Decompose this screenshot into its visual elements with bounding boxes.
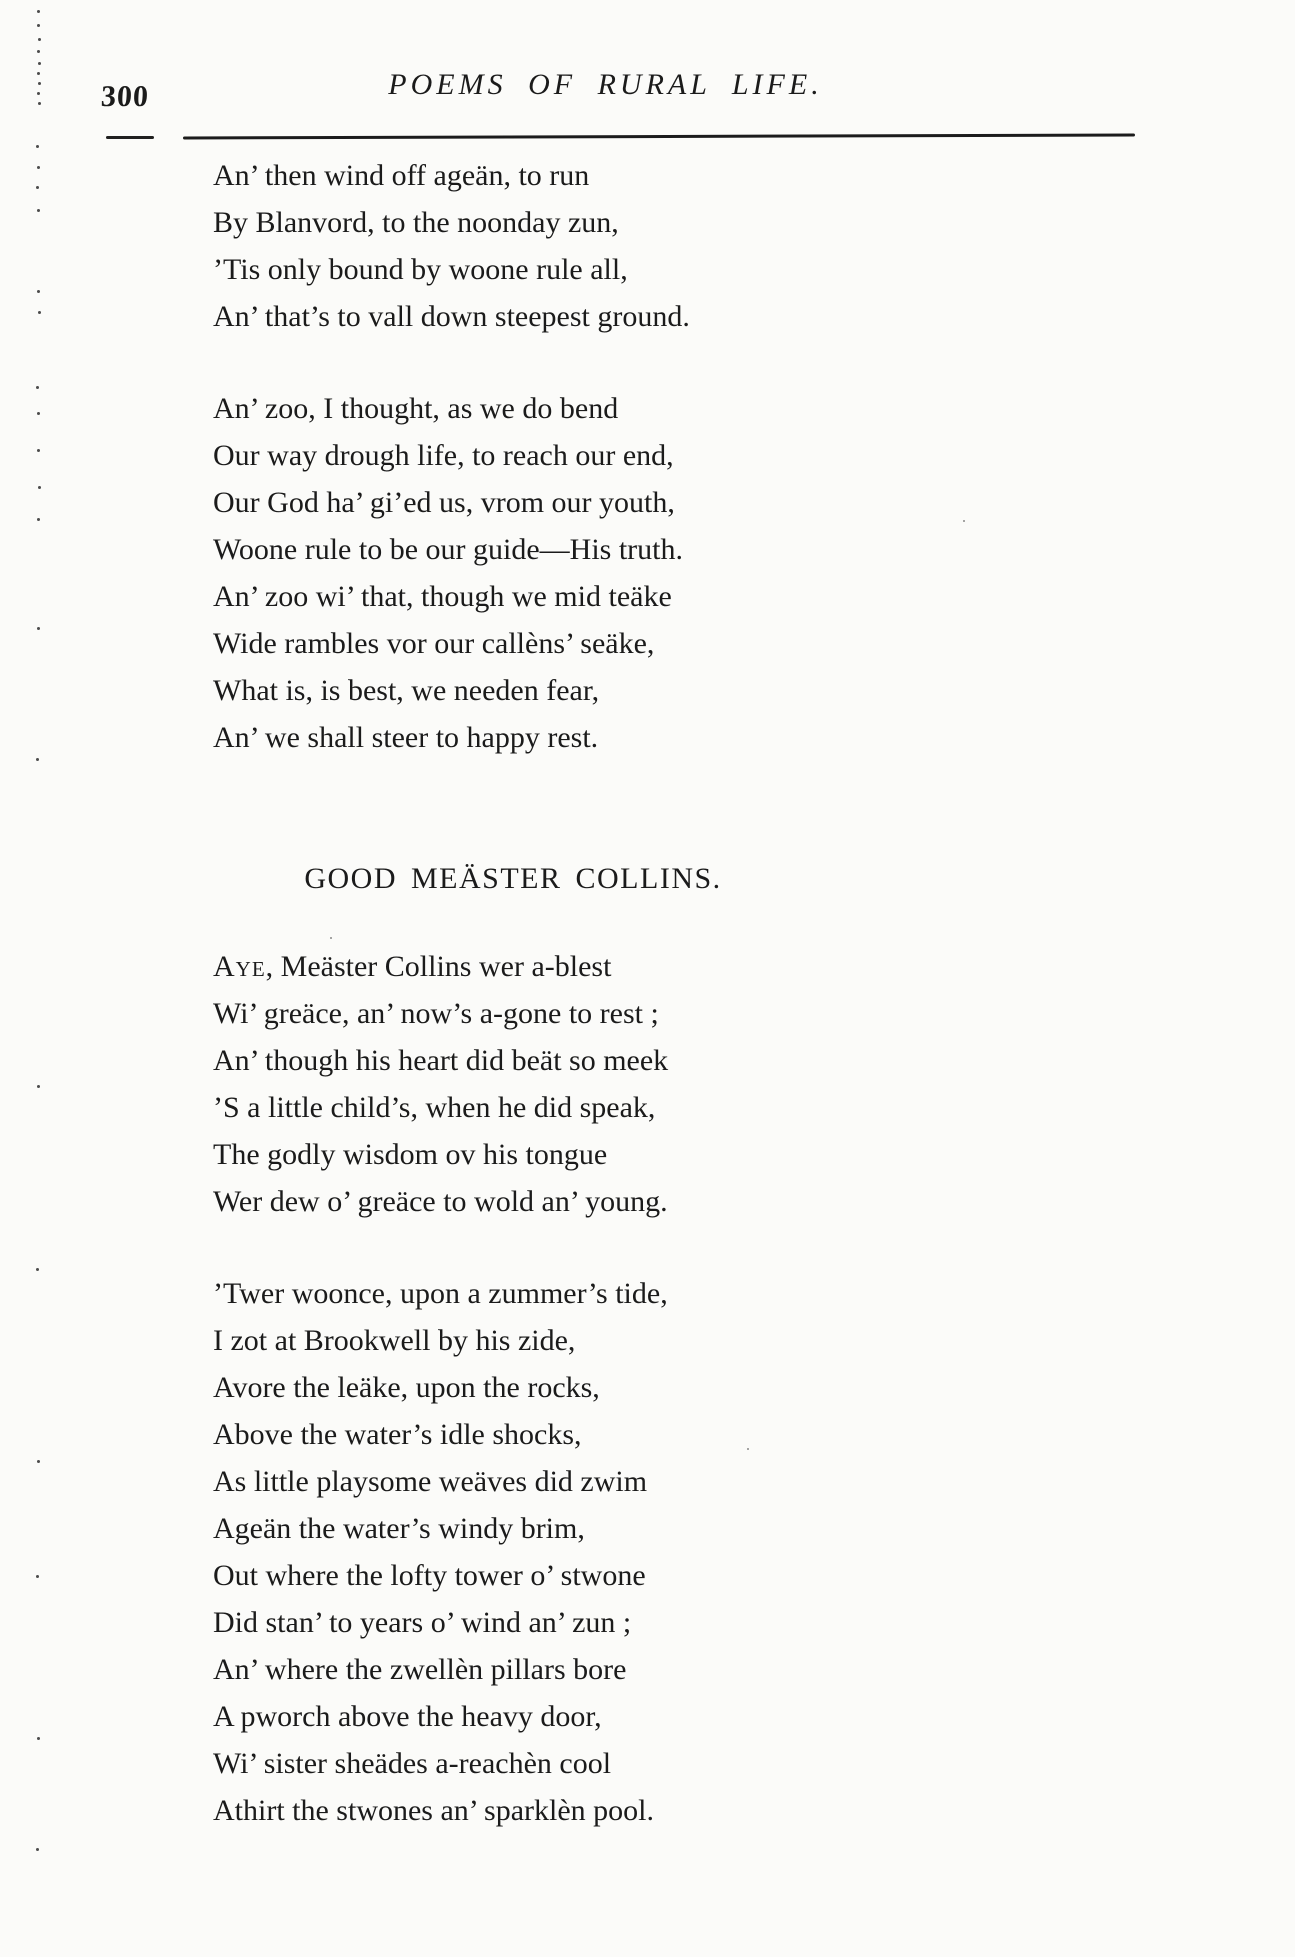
scan-artifact-dot [963,520,965,522]
poem-line: An’ that’s to vall down steepest ground. [213,300,690,333]
poem-line: An’ though his heart did beät so meek [213,1044,669,1077]
poem-line: ’Tis only bound by woone rule all, [213,253,628,286]
poem-line: As little playsome weäves did zwim [213,1465,648,1498]
poem-line: Avore the leäke, upon the rocks, [213,1371,600,1404]
poem-line: The godly wisdom ov his tongue [213,1138,608,1171]
scan-artifact-dot [36,1268,39,1271]
scan-artifact-dot [37,627,40,630]
poem-line: Woone rule to be our guide—His truth. [213,533,683,566]
scan-artifact-dot [37,24,40,27]
poem-line: Did stan’ to years o’ wind an’ zun ; [213,1606,632,1639]
scan-artifact-dot [38,62,41,65]
scan-artifact-dot [37,449,40,452]
poem-line: I zot at Brookwell by his zide, [213,1324,576,1357]
header-rule [183,134,1135,139]
poem-line: Wide rambles vor our callèns’ seäke, [213,627,655,660]
scan-artifact-dot [37,50,40,53]
scan-artifact-dot [36,758,39,761]
scan-artifact-dot [37,1460,40,1463]
page-number-rule [106,136,154,139]
poem-line: Wi’ sister sheädes a-reachèn cool [213,1747,612,1780]
scan-artifact-dot [36,1848,39,1851]
poem-line: An’ where the zwellèn pillars bore [213,1653,627,1686]
poem-line: Aye, Meäster Collins wer a-blest [213,950,612,983]
running-header-title: POEMS OF RURAL LIFE. [388,68,823,101]
poem-line: ’Twer woonce, upon a zummer’s tide, [213,1277,668,1310]
poem-line: An’ we shall steer to happy rest. [213,721,599,754]
poem-line: Wer dew o’ greäce to wold an’ young. [213,1185,668,1218]
poem-line: Out where the lofty tower o’ stwone [213,1559,646,1592]
poem-line: ’S a little child’s, when he did speak, [213,1091,656,1124]
scan-artifact-dot [37,1085,40,1088]
poem-line: Ageän the water’s windy brim, [213,1512,585,1545]
poem-line: An’ then wind off ageän, to run [213,159,590,192]
poem-line: Our way drough life, to reach our end, [213,439,674,472]
scan-artifact-dot [747,1448,749,1450]
scan-artifact-dot [37,209,40,212]
poem-line: Wi’ greäce, an’ now’s a-gone to rest ; [213,997,659,1030]
poem-line: An’ zoo wi’ that, though we mid teäke [213,580,672,613]
poem-line: Our God ha’ gi’ed us, vrom our youth, [213,486,675,519]
page-number: 300 [100,80,150,113]
scan-artifact-dot [38,102,41,105]
poem-line: A pworch above the heavy door, [213,1700,602,1733]
scan-artifact-dot [36,1575,39,1578]
stanza [213,152,913,340]
scan-artifact-dot [37,10,40,13]
stanza [213,385,913,761]
text-block [213,152,913,1834]
scan-artifact-dot [37,1737,40,1740]
scan-artifact-dot [330,937,332,939]
scan-artifact-dot [38,38,41,41]
scan-artifact-dot [38,311,41,314]
stanza [213,943,913,1225]
poem-line: Above the water’s idle shocks, [213,1418,582,1451]
poem-line: An’ zoo, I thought, as we do bend [213,392,619,425]
poem-line: Athirt the stwones an’ sparklèn pool. [213,1794,655,1827]
scan-artifact-dot [36,386,39,389]
scan-artifact-dot [37,518,40,521]
scan-artifact-dot [37,166,40,169]
scan-artifact-dot [36,145,39,148]
scan-artifact-dot [37,92,40,95]
scan-artifact-dot [37,290,40,293]
scan-artifact-dot [38,486,41,489]
poem-line: By Blanvord, to the noonday zun, [213,206,619,239]
poem-good-measter-collins [213,943,913,1834]
small-caps-word: Aye [213,950,266,983]
poem-line: What is, is best, we needen fear, [213,674,600,707]
scan-artifact-dot [36,186,39,189]
poem-title: GOOD MEÄSTER COLLINS. [304,862,722,895]
scan-artifact-dot [37,72,40,75]
poem-continuation [213,152,913,761]
scan-artifact-dot [37,412,40,415]
stanza [213,1270,913,1834]
scan-artifact-dot [38,82,41,85]
